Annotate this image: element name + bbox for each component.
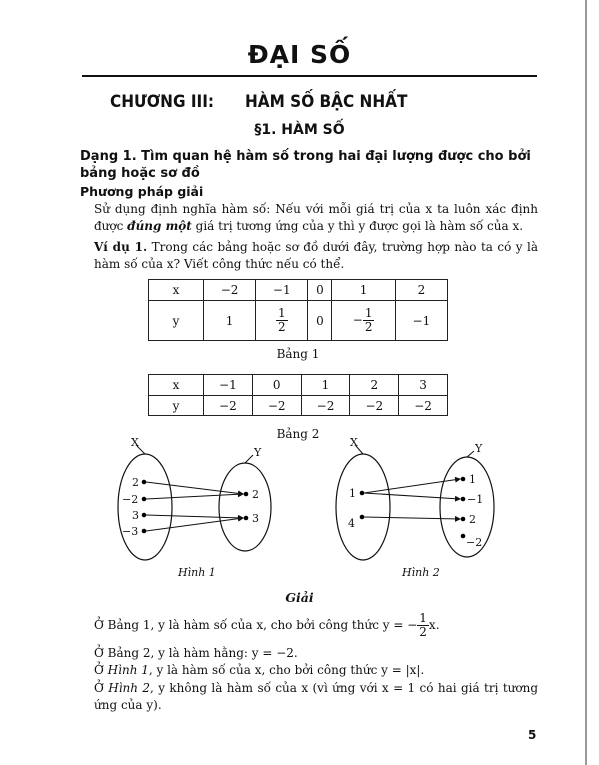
point-label: −2 xyxy=(122,493,139,506)
point xyxy=(360,491,365,496)
table-1-cell: 1 xyxy=(332,280,395,301)
minus-sign: − xyxy=(352,313,363,327)
table-2-cell: 0 xyxy=(252,375,301,396)
point-label: 3 xyxy=(252,512,259,525)
table-1-y-label: y xyxy=(149,301,204,341)
point xyxy=(142,513,147,518)
fraction-one-half: $\frac{1}{2}$ xyxy=(419,611,427,639)
method-text-part1: Sử dụng định nghĩa hàm số: Nếu với mỗi giá trị của x ta luôn xác định được xyxy=(94,202,538,233)
point xyxy=(461,477,466,482)
arrow xyxy=(146,518,243,531)
chapter-title: HÀM SỐ BẬC NHẤT xyxy=(245,92,408,112)
point xyxy=(244,516,249,521)
set-x-label: X xyxy=(350,436,358,449)
arrow xyxy=(364,479,460,493)
example-label: Ví dụ 1. xyxy=(94,240,148,254)
point-label: −1 xyxy=(467,493,484,506)
table-2-caption: Bảng 2 xyxy=(276,427,320,441)
section-heading: §1. HÀM SỐ xyxy=(254,122,345,138)
solution-line-2: Ở Bảng 2, y là hàm hằng: y = −2. xyxy=(94,646,298,660)
point xyxy=(360,515,365,520)
method-text-emphasis: đúng một xyxy=(127,219,192,233)
set-x-label: X xyxy=(131,436,139,449)
fraction-one-half: $\frac{1}{2}$ xyxy=(277,306,286,334)
table-1-cell: −1 xyxy=(395,301,447,341)
table-1-cell: 2 xyxy=(395,280,447,301)
set-x-ellipse xyxy=(118,454,172,560)
point-label: 3 xyxy=(132,509,139,522)
arrow xyxy=(146,515,243,518)
table-1-cell: 0 xyxy=(308,301,332,341)
set-y-ellipse xyxy=(219,463,271,551)
arrow xyxy=(364,517,460,519)
figure-2-caption: Hình 2 xyxy=(402,566,440,579)
table-1-cell: −2 xyxy=(204,280,256,301)
method-text-part2: giá trị tương ứng của y thì y được gọi là hàm số của x. xyxy=(191,219,524,233)
set-y-label: Y xyxy=(475,442,483,455)
figure-2 xyxy=(336,436,494,579)
table-2-cell: −2 xyxy=(399,396,448,416)
arrow xyxy=(146,482,243,494)
point xyxy=(142,480,147,485)
solution-line-1: Ở Bảng 1, y là hàm số của x, cho bởi công thức y = − $\frac{1}{2}$ x. xyxy=(94,611,440,639)
table-1-caption: Bảng 1 xyxy=(276,347,320,361)
table-2-cell: 2 xyxy=(350,375,399,396)
set-y-label: Y xyxy=(254,446,262,459)
table-2-cell: 3 xyxy=(399,375,448,396)
table-2-cell: −2 xyxy=(204,396,253,416)
fraction-minus-one-half: $\frac{1}{2}$ xyxy=(364,306,373,334)
example-body: Trong các bảng hoặc sơ đồ dưới đây, trường hợp nào ta có y là hàm số của x? Viết công thức nếu có thể. xyxy=(94,240,538,271)
point-label: −2 xyxy=(466,536,483,549)
point-label: 1 xyxy=(349,487,356,500)
point xyxy=(244,492,249,497)
page-title: ĐẠI SỐ xyxy=(247,40,352,69)
table-2-cell: 1 xyxy=(301,375,350,396)
figure-1-caption: Hình 1 xyxy=(178,566,216,579)
table-1-cell: 0 xyxy=(308,280,332,301)
solution-heading: Giải xyxy=(285,590,314,605)
point-label: 2 xyxy=(469,513,476,526)
set-y-pointer xyxy=(245,455,253,463)
point xyxy=(142,529,147,534)
point xyxy=(461,534,466,539)
point-label: 1 xyxy=(469,473,476,486)
chapter-label: CHƯƠNG III: xyxy=(110,92,215,112)
table-2-y-label: y xyxy=(149,396,204,416)
point xyxy=(142,497,147,502)
table-2-x-label: x xyxy=(149,375,204,396)
page-number: 5 xyxy=(528,728,537,742)
method-heading: Phương pháp giải xyxy=(80,184,204,199)
table-1-cell: −1 xyxy=(256,280,308,301)
point-label: 4 xyxy=(348,517,355,530)
problem-type-heading: Dạng 1. Tìm quan hệ hàm số trong hai đại lượng được cho bởi bảng hoặc sơ đồ xyxy=(80,149,531,181)
point xyxy=(461,497,466,502)
point-label: −3 xyxy=(122,525,139,538)
solution-line-3: Ở Hình 1, y là hàm số của x, cho bởi công thức y = |x|. xyxy=(94,663,425,677)
table-2-cell: −2 xyxy=(350,396,399,416)
arrow xyxy=(364,493,460,499)
table-2-cell: −2 xyxy=(252,396,301,416)
point-label: 2 xyxy=(252,488,259,501)
point xyxy=(461,517,466,522)
figure-1 xyxy=(118,436,271,579)
table-2-cell: −1 xyxy=(204,375,253,396)
set-x-ellipse xyxy=(336,454,390,560)
solution-line-4: Ở Hình 2, y không là hàm số của x (vì ứng với x = 1 có hai giá trị tương ứng của y). xyxy=(94,681,539,712)
set-y-pointer xyxy=(467,451,474,457)
table-1-cell: 1 xyxy=(204,301,256,341)
arrow xyxy=(146,494,243,499)
table-2-cell: −2 xyxy=(301,396,350,416)
table-1-x-label: x xyxy=(149,280,204,301)
point-label: 2 xyxy=(132,476,139,489)
